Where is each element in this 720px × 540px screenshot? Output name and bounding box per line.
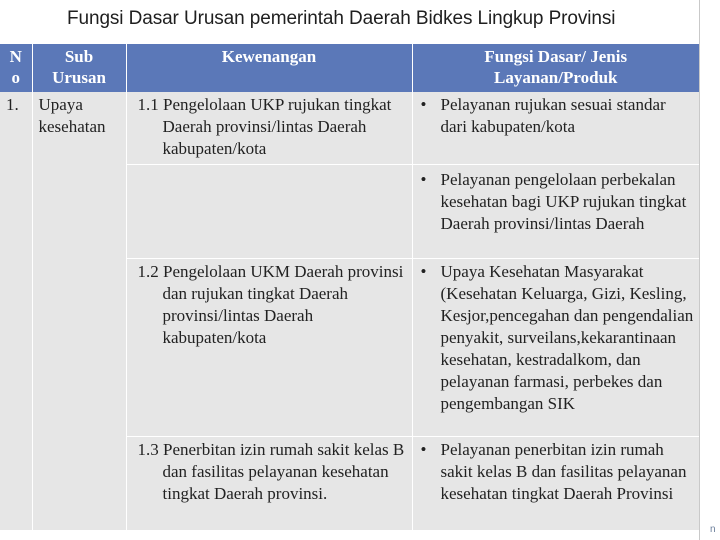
header-sub-urusan: [32, 44, 126, 92]
kewenangan-table: [0, 44, 699, 531]
kewenangan-text: 1.2 Pengelolaan UKM Daerah provinsi dan rujukan tingkat Daerah provinsi/lintas Daerah kabupaten/kota: [137, 261, 404, 347]
fungsi-text: Upaya Kesehatan Masyarakat (Kesehatan Keluarga, Gizi, Kesling, Kesjor,pencegahan dan pengendalian penyakit, surveilans,kekarantinaan kesehatan, kestradalkom, dan pelayanan farmasi, perbekes dan pengembangan SIK: [440, 261, 694, 413]
header-fungsi-line2: Layanan/Produk: [494, 68, 618, 87]
bullet-dot: •: [420, 169, 427, 189]
bullet-dot: •: [420, 95, 427, 114]
kewenangan-cell-empty: [126, 164, 412, 258]
fungsi-cell: [412, 92, 699, 164]
row-number-cell: 1.: [0, 92, 32, 530]
right-margin-strip: [700, 0, 720, 540]
header-fungsi: [412, 44, 699, 92]
fungsi-cell: [412, 258, 699, 436]
header-sub-line2: Urusan: [52, 68, 106, 87]
fungsi-bullet: [421, 169, 696, 235]
header-kewenangan-label: Kewenangan: [221, 47, 317, 66]
fungsi-bullet: [421, 439, 696, 505]
header-kewenangan: [126, 44, 412, 92]
fungsi-text: Pelayanan rujukan sesuai standar dari kabupaten/kota: [440, 95, 666, 136]
header-no-line1: N: [9, 47, 22, 66]
fungsi-cell: [412, 436, 699, 530]
kewenangan-text: 1.1 Pengelolaan UKP rujukan tingkat Daerah provinsi/lintas Daerah kabupaten/kota: [137, 95, 392, 158]
header-no: [0, 44, 32, 92]
kewenangan-cell: [126, 258, 412, 436]
fungsi-bullet: [421, 261, 696, 415]
fungsi-text: Pelayanan pengelolaan perbekalan kesehatan bagi UKP rujukan tingkat Daerah provinsi/lintas Daerah: [440, 169, 687, 233]
header-sub-line1: Sub: [64, 47, 94, 66]
bullet-dot: •: [420, 261, 427, 281]
table-row: [0, 92, 699, 164]
fungsi-text: Pelayanan penerbitan izin rumah sakit kelas B dan fasilitas pelayanan kesehatan tingkat Daerah Provinsi: [440, 439, 687, 503]
sub-urusan-cell: Upaya kesehatan: [32, 92, 126, 530]
fungsi-cell: [412, 164, 699, 258]
table-header-row: [0, 44, 699, 92]
bullet-dot: •: [420, 439, 427, 459]
kewenangan-cell: [126, 436, 412, 530]
kewenangan-text: 1.3 Penerbitan izin rumah sakit kelas B dan fasilitas pelayanan kesehatan tingkat Daerah provinsi.: [137, 439, 405, 503]
header-fungsi-line1: Fungsi Dasar/ Jenis: [484, 47, 628, 66]
kewenangan-cell: [126, 92, 412, 164]
header-no-line2: o: [11, 68, 20, 87]
table-container: [0, 44, 699, 528]
fungsi-bullet: [421, 94, 696, 138]
slide-title: Fungsi Dasar Urusan pemerintah Daerah Bidkes Lingkup Provinsi: [67, 8, 616, 29]
corner-mark: n: [710, 524, 716, 535]
